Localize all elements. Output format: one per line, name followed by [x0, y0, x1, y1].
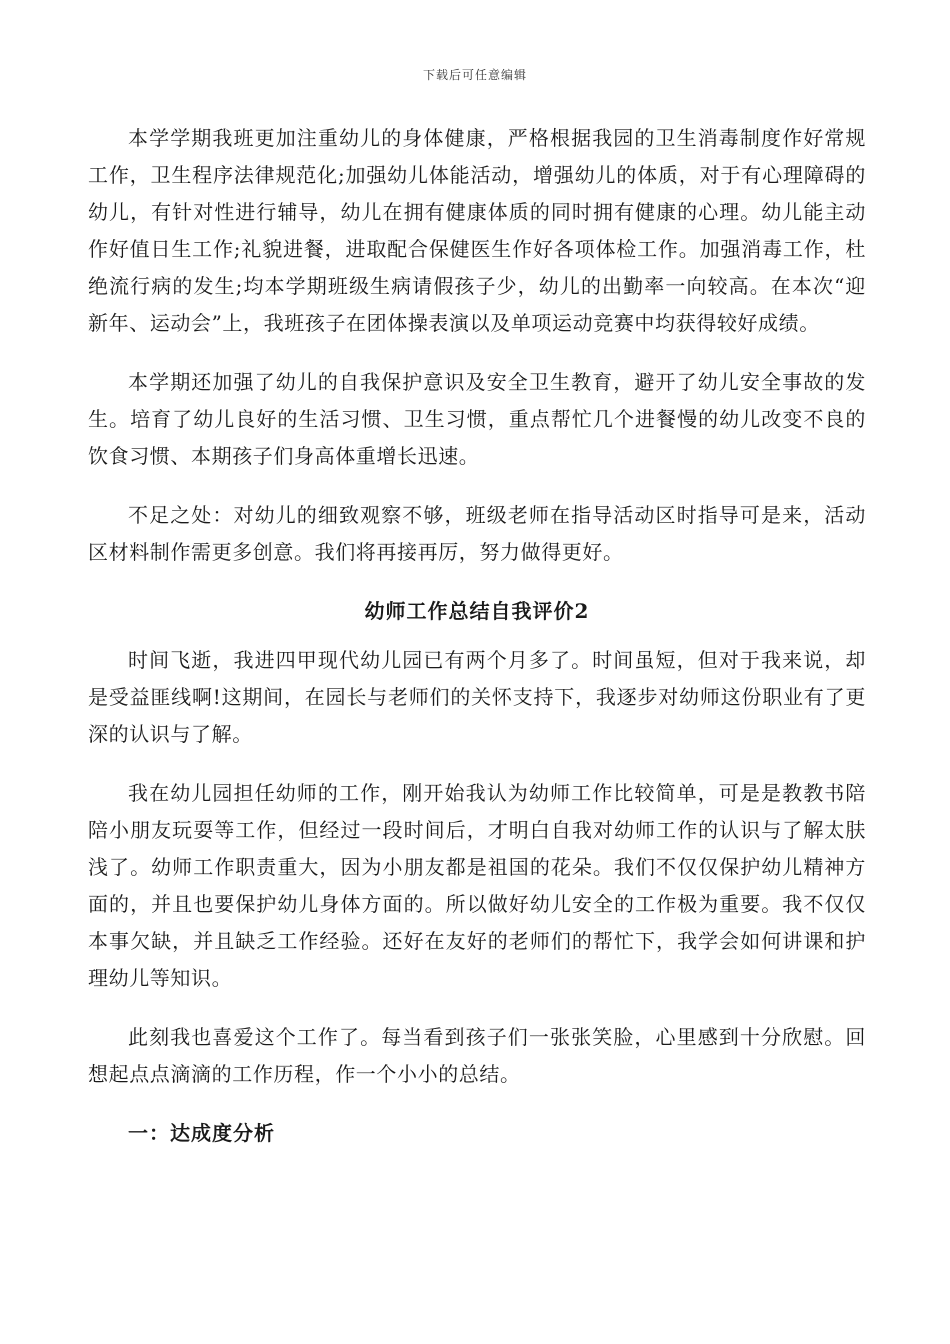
paragraph-safety: 本学期还加强了幼儿的自我保护意识及安全卫生教育，避开了幼儿安全事故的发生。培育了幼儿良好的生活习惯、卫生习惯，重点帮忙几个进餐慢的幼儿改变不良的饮食习惯、本期孩子们身高体重增长迅速。 — [88, 370, 866, 468]
document-body — [88, 120, 866, 1152]
paragraph-shortcomings: 不足之处：对幼儿的细致观察不够，班级老师在指导活动区时指导可是来，活动区材料制作需更多创意。我们将再接再厉，努力做得更好。 — [88, 503, 866, 564]
paragraph-role: 我在幼儿园担任幼师的工作，刚开始我认为幼师工作比较简单，可是是教教书陪陪小朋友玩耍等工作，但经过一段时间后，才明白自我对幼师工作的认识与了解太肤浅了。幼师工作职责重大，因为小朋友都是祖国的花朵。我们不仅仅保护幼儿精神方面的，并且也要保护幼儿身体方面的。所以做好幼儿安全的工作极为重要。我不仅仅本事欠缺，并且缺乏工作经验。还好在友好的老师们的帮忙下，我学会如何讲课和护理幼儿等知识。 — [88, 781, 866, 990]
header-note: 下载后可任意编辑 — [422, 68, 527, 82]
paragraph-health: 本学学期我班更加注重幼儿的身体健康，严格根据我园的卫生消毒制度作好常规工作，卫生程序法律规范化;加强幼儿体能活动，增强幼儿的体质，对于有心理障碍的幼儿，有针对性进行辅导，幼儿在拥有健康体质的同时拥有健康的心理。幼儿能主动作好值日生工作;礼貌进餐，进取配合保健医生作好各项体检工作。加强消毒工作，杜绝流行病的发生;均本学期班级生病请假孩子少，幼儿的出勤率一向较高。在本次“迎新年、运动会”上，我班孩子在团体操表演以及单项运动竞赛中均获得较好成绩。 — [88, 126, 866, 335]
subheading-achievement: 一：达成度分析 — [128, 1121, 275, 1145]
paragraph-time: 时间飞逝，我进四甲现代幼儿园已有两个月多了。时间虽短，但对于我来说，却是受益匪线啊!这期间，在园长与老师们的关怀支持下，我逐步对幼师这份职业有了更深的认识与了解。 — [88, 648, 866, 746]
section-title: 幼师工作总结自我评价2 — [364, 599, 590, 623]
paragraph-now: 此刻我也喜爱这个工作了。每当看到孩子们一张张笑脸，心里感到十分欣慰。回想起点点滴滴的工作历程，作一个小小的总结。 — [88, 1025, 866, 1086]
